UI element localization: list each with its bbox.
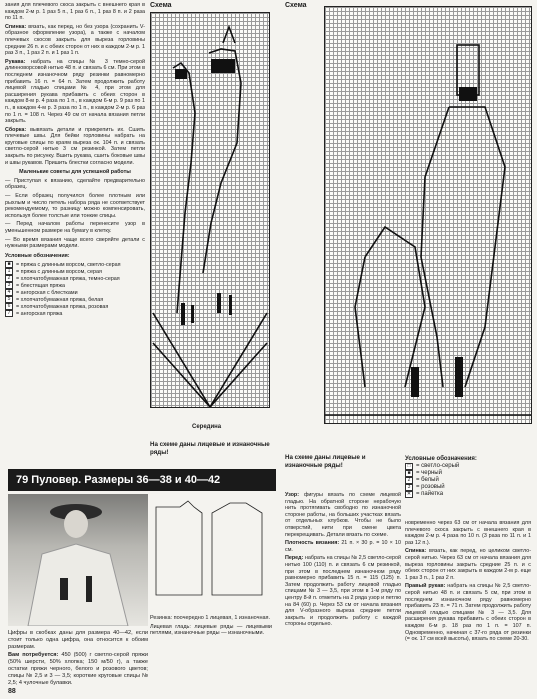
page-number: 88	[8, 688, 16, 695]
legend-symbol: 7	[5, 310, 13, 317]
knitting-chart-2	[324, 6, 532, 424]
legend-symbol: 4	[5, 289, 13, 296]
tip-item: — Во время вязания чаще всего сверяйте детали с нужными размерами модели.	[5, 236, 145, 250]
tip-item: — Если образец получился более плотным или рыхлым и число петель набора ряда не соответствует рекомендуемому, то разницу можно компенсировать, используя более толстые или тонкие спицы.	[5, 193, 145, 219]
section-heading: Вам потребуется:	[8, 652, 59, 659]
legend-text: = ангорская с блестками	[16, 289, 78, 296]
legend-item	[5, 303, 145, 310]
tip-item: — Перед началом работы перенесите узор в уменьшенном размере на бумагу в клетку.	[5, 221, 145, 234]
legend-text: = розовый	[416, 484, 445, 490]
model-illustration	[8, 494, 148, 626]
legend-symbol: ■	[405, 470, 413, 477]
legend-item	[405, 470, 529, 477]
legend-text: = хлопчатобумажная пряжа, розовая	[16, 303, 109, 310]
legend-text: = светло-серый	[416, 463, 460, 469]
paragraph: вязать, как перед, но целиком светло-серой нитью. Через 63 см от начала вязания для выреза горловины закрыть средние 25 п. и с обеих сторон от них закрыть в каждом 2-м р. еще 1 раз 3 п., 1 раз 2 п.	[405, 548, 532, 581]
article-right-text	[405, 520, 531, 645]
chart2-title: Схема	[285, 2, 307, 9]
chart2-caption: На схеме даны лицевые и изнаночные ряды!	[285, 454, 366, 469]
legend-symbol: 6	[5, 303, 13, 310]
legend-item	[405, 463, 529, 470]
legend-text: = хлопчатобумажная пряжа, белая	[16, 296, 104, 303]
legend-item	[5, 275, 145, 282]
legend-symbol: 1	[5, 268, 13, 275]
legend-item	[405, 484, 529, 491]
legend-symbol: 5	[5, 296, 13, 303]
legend-symbol: 2	[405, 477, 413, 484]
paragraph: зания для плечевого скоса закрыть с внешнего края в каждом 2-м р. 1 раз 5 п., 1 раз 6 п., 1 раз 8 п. и 2 раза по 11 п.	[5, 2, 145, 22]
section-heading: Узор:	[285, 492, 300, 498]
garment-schematic	[150, 495, 270, 605]
legend-heading: Условные обозначения:	[5, 252, 70, 259]
chart2-legend	[405, 456, 529, 498]
legend-symbol: 3	[405, 484, 413, 491]
article-left-text	[8, 630, 148, 688]
legend-item	[5, 289, 145, 296]
legend-item	[405, 477, 529, 484]
paragraph: 21 п. × 30 р. = 10 × 10 см.	[285, 540, 401, 553]
legend-item	[5, 261, 145, 268]
article-center-text	[285, 492, 401, 630]
knitting-chart-1	[150, 12, 270, 408]
paragraph: 450 (500) г светло-серой пряжи (50% шерсти, 50% хлопка; 150 м/50 г), а также остатки пряжи черного, белого и розового цветов; спицы № 2,5 и 3 — 3,5; короткие круговые спицы № 2,5; 4 чулочные булавки.	[8, 652, 148, 686]
chart1-caption: На схеме даны лицевые и изнаночные ряды!	[150, 441, 270, 456]
paragraph: Резинка: поочередно 1 лицевая, 1 изнаночная.	[150, 615, 271, 621]
tips-heading: Маленькие советы для успешной работы	[19, 169, 131, 176]
chart1-motif	[151, 13, 269, 407]
chart1-middle-label: Середина	[192, 424, 222, 430]
sizes-note: Цифры в скобках даны для размера 40—42, если стоит только одна цифра, она относится к обоим размерам.	[8, 630, 148, 650]
legend-text: = белый	[416, 477, 439, 483]
legend-item	[5, 310, 145, 317]
legend-text: = пайетка	[416, 491, 444, 497]
section-heading: Правый рукав:	[405, 583, 446, 590]
legend-symbol: □	[405, 463, 413, 470]
section-heading: Рукава:	[5, 58, 26, 65]
legend-symbol: ■	[5, 261, 13, 268]
legend-text: = пряжа с длинным ворсом, светло-серая	[16, 261, 121, 268]
legend-symbol: 3	[5, 282, 13, 289]
section-heading: Перед:	[285, 555, 304, 562]
legend-item	[5, 282, 145, 289]
paragraph: Лицевая гладь: лицевые ряды — лицевыми петлями, изнаночные ряды — изнаночными.	[150, 623, 272, 637]
chart2-motif	[325, 7, 531, 423]
legend-text: = блестящая пряжа	[16, 282, 65, 289]
legend-symbol: 2	[5, 275, 13, 282]
section-heading: Спинка:	[405, 548, 427, 555]
legend-item	[405, 491, 529, 498]
paragraph: набрать на спицы № 2,5 светло-серой нитью 48 п. и связать 5 см, при этом в последнем изнаночном ряду равномерно прибавить 23 п. = 71 п. Затем продолжить работу лицевой гладью спицами № 3 — 3,5. Для расширения рукава прибавить с обеих сторон в каждом 6-м р. 18 раз по 1 п. = 107 п. Одновременно, начиная с 37-го ряда от резинки (= ок. 17 см всей высоты), вязать по схеме 20-30.	[405, 583, 531, 643]
article-middle-text	[150, 615, 272, 639]
legend-text: = черный	[416, 470, 442, 476]
article-title-banner: 79 Пуловер. Размеры 36—38 и 40—42	[8, 469, 276, 491]
legend-text: = хлопчатобумажная пряжа, темно-серая	[16, 275, 120, 282]
paragraph: вывязать детали и прикрепить их. Сшить плечевые швы. Для бейки горловины набрать на круговые спицы по краям выреза ок. 104 п. и связать светло-серой нитью 3 см резинкой. Затем петли закрыть по рисунку. Вшить рукава, сшить боковые швы и швы рукавов. Пришить блестки согласно модели.	[5, 126, 145, 166]
model-photo	[8, 494, 148, 626]
section-heading: Сборка:	[5, 126, 27, 133]
legend-item	[5, 296, 145, 303]
paragraph: фигуры вязать по схеме лицевой гладью. На обратной стороне нерабочую нить протягивать свободно по изнаночной стороне работы, на больших участках вязать от отдельных клубков. Чтобы не было отверстий, нити при смене цвета перекрещивать. Детали вязать по схеме.	[285, 492, 401, 538]
legend-text: = пряжа с длинным ворсом, серая	[16, 268, 102, 275]
legend-list	[5, 261, 145, 317]
paragraph: набрать на спицы № 3 темно-серой длинноворсовой нитью 48 п. и связать 6 см. При этом в последнем изнаночном ряду резинки равномерно прибавить 16 п. = 64 п. Затем продолжить работу лицевой гладью спицами № 4, при этом для расширения рукава прибавить с обеих сторон в каждом 8-м р. 4 раза по 1 п., в каждом 6-м р. 9 раз по 1 п., в каждом 4-м р. 3 раза по 1 п., в каждом 2-м р. 6 раз по 1 п. = 108 п. Через 49 см от начала вязания петли закрыть.	[5, 58, 145, 125]
paragraph: новременно через 63 см от начала вязания для плечевого скоса закрыть с внешнего края в каждом 2-м р. 4 раза по 10 п. (3 раза по 11 п. и 1 раз 12 п.).	[405, 520, 531, 546]
section-heading: Плотность вязания:	[285, 540, 340, 547]
left-text-column	[5, 2, 145, 317]
legend-symbol: ✕	[406, 491, 412, 497]
legend-heading: Условные обозначения:	[405, 456, 477, 462]
section-heading: Спинка:	[5, 23, 27, 30]
paragraph: набрать на спицы № 2,5 светло-серой нитью 100 (110) п. и связать 6 см резинкой, при этом в последнем изнаночном ряду равномерно прибавить 15 п. = 115 (125) п. Затем продолжить работу лицевой гладью спицами № 3 — 3,5, при этом в 1-м ряду по центру 8-й п. отметить на 2 ряда узор и петлю на 84 (60) р. Через 53 см от начала вязания для V-образного выреза средние петли закрыть и продолжить работу с каждой стороны отдельно.	[285, 555, 401, 628]
legend-item	[5, 268, 145, 275]
paragraph: вязать, как перед, но без узора (сохранить V-образное оформление узора), а также с началом плечевых скосов закрыть для выреза горловины средние 26 п. и с обеих сторон от них в каждом 2-м р. 1 раз 3 п., 1 раз 2 п. и 1 раз 1 п.	[5, 23, 145, 57]
chart1-title: Схема	[150, 2, 172, 9]
legend-text: = ангорская пряжа	[16, 310, 63, 317]
tip-item: — Приступая к вязанию, сделайте предварительно образец.	[5, 177, 145, 191]
